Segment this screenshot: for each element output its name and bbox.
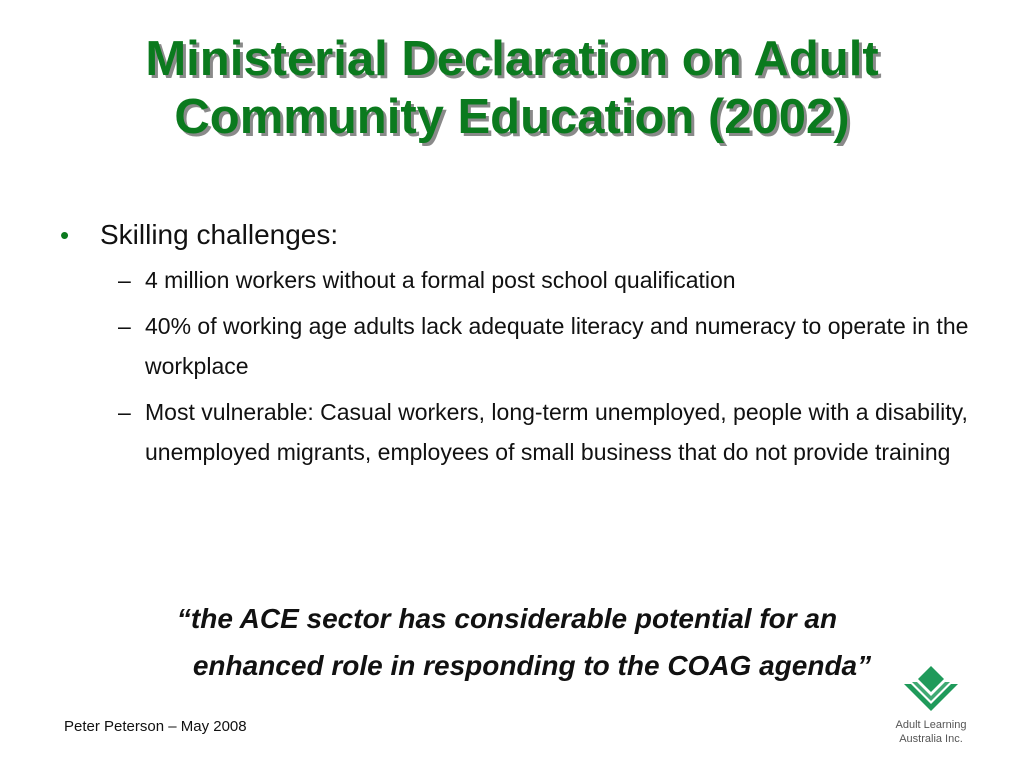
sub-bullet-item bbox=[118, 260, 975, 300]
sub-bullet-dash: – bbox=[118, 399, 131, 425]
coag-quote bbox=[0, 595, 1024, 689]
sub-bullet-list bbox=[118, 260, 980, 472]
sub-bullet-text: Most vulnerable: Casual workers, long-term unemployed, people with a disability, unemployed migrants, employees of small business that do not provide training bbox=[145, 399, 968, 465]
sub-bullet-text: 40% of working age adults lack adequate literacy and numeracy to operate in the workplace bbox=[145, 313, 969, 379]
sub-bullet-item bbox=[118, 306, 975, 386]
diamond-chevron-logo-icon bbox=[898, 664, 964, 714]
slide-content bbox=[60, 214, 980, 478]
slide-title-line-1: Ministerial Declaration on Adult bbox=[145, 32, 879, 86]
quote-line-1: “the ACE sector has considerable potential for an bbox=[176, 603, 838, 634]
slide-title-line-2: Community Education (2002) bbox=[174, 90, 850, 144]
sub-bullet-dash: – bbox=[118, 267, 131, 293]
bullet-marker: • bbox=[60, 220, 70, 250]
bullet-skilling-challenges bbox=[60, 214, 980, 256]
sub-bullet-item bbox=[118, 392, 975, 472]
logo-text-line-2: Australia Inc. bbox=[899, 733, 963, 745]
bullet-text: Skilling challenges: bbox=[100, 219, 339, 250]
quote-line-2: enhanced role in responding to the COAG agenda” bbox=[192, 650, 872, 681]
slide-title bbox=[0, 30, 1024, 146]
footer-author-date: Peter Peterson – May 2008 bbox=[64, 718, 247, 735]
sub-bullet-dash: – bbox=[118, 313, 131, 339]
ala-logo bbox=[876, 664, 986, 754]
sub-bullet-text: 4 million workers without a formal post school qualification bbox=[145, 267, 736, 293]
logo-text bbox=[876, 718, 986, 746]
logo-text-line-1: Adult Learning bbox=[895, 719, 967, 731]
